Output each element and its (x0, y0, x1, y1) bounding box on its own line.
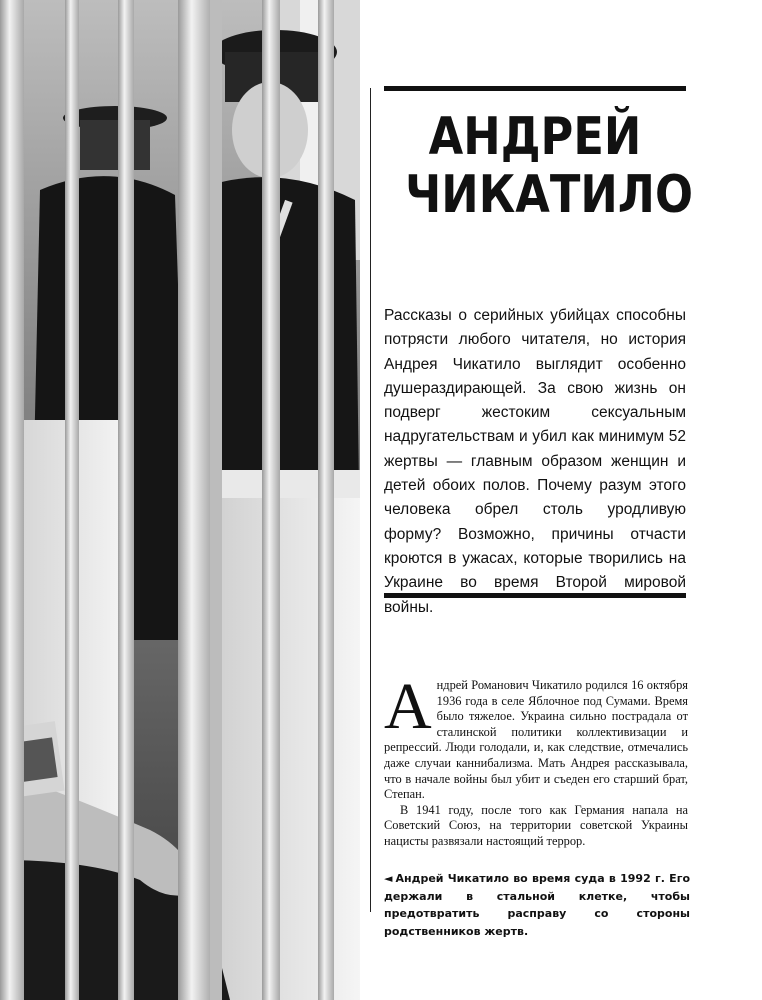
caption-text: Андрей Чикатило во время суда в 1992 г. Его держали в стальной клетке, чтобы предотвратить расправу со стороны родственников жертв. (384, 872, 690, 938)
article-body (384, 670, 688, 850)
body-paragraph-2: В 1941 году, после того как Германия напала на Советский Союз, на территории советской Украины нацисты развязали настоящий террор. (384, 802, 688, 848)
lead-bottom-rule (384, 593, 686, 598)
photo-caption (384, 870, 690, 940)
title-line-2: ЧИКАТИЛО (405, 165, 693, 225)
caption-arrow-icon: ◄ (384, 872, 393, 885)
lead-paragraph: Рассказы о серийных убийцах способны потрясти любого читателя, но история Андрея Чикатило выглядит особенно душераздирающей. За свою жизнь он подверг жестоким сексуальным надругательствам и убил как минимум 52 жертвы — главным образом женщин и детей обоих полов. Почему разум этого человека обрел столь уродливую форму? Возможно, причины отчасти кроются в ужасах, которые творились на Украине во время Второй мировой войны. (384, 307, 686, 616)
body-paragraph-1: ндрей Романович Чикатило родился 16 октября 1936 года в селе Яблочное под Сумами. Время было тяжелое. Украина сильно пострадала от сталинской политики коллективизации и репрессий. Люди голодали, и, как следствие, отмечались даже случаи каннибализма. Мать Андрея рассказывала, что в начале войны был убит и съеден его старший брат, Степан. (384, 678, 688, 802)
article-title (405, 107, 693, 225)
column-divider (370, 88, 371, 912)
courtroom-cage-photo (0, 0, 360, 1000)
photo-illustration (0, 0, 360, 1000)
drop-cap: А (384, 670, 432, 743)
title-line-1: АНДРЕЙ (428, 107, 642, 167)
title-top-rule (384, 86, 686, 91)
